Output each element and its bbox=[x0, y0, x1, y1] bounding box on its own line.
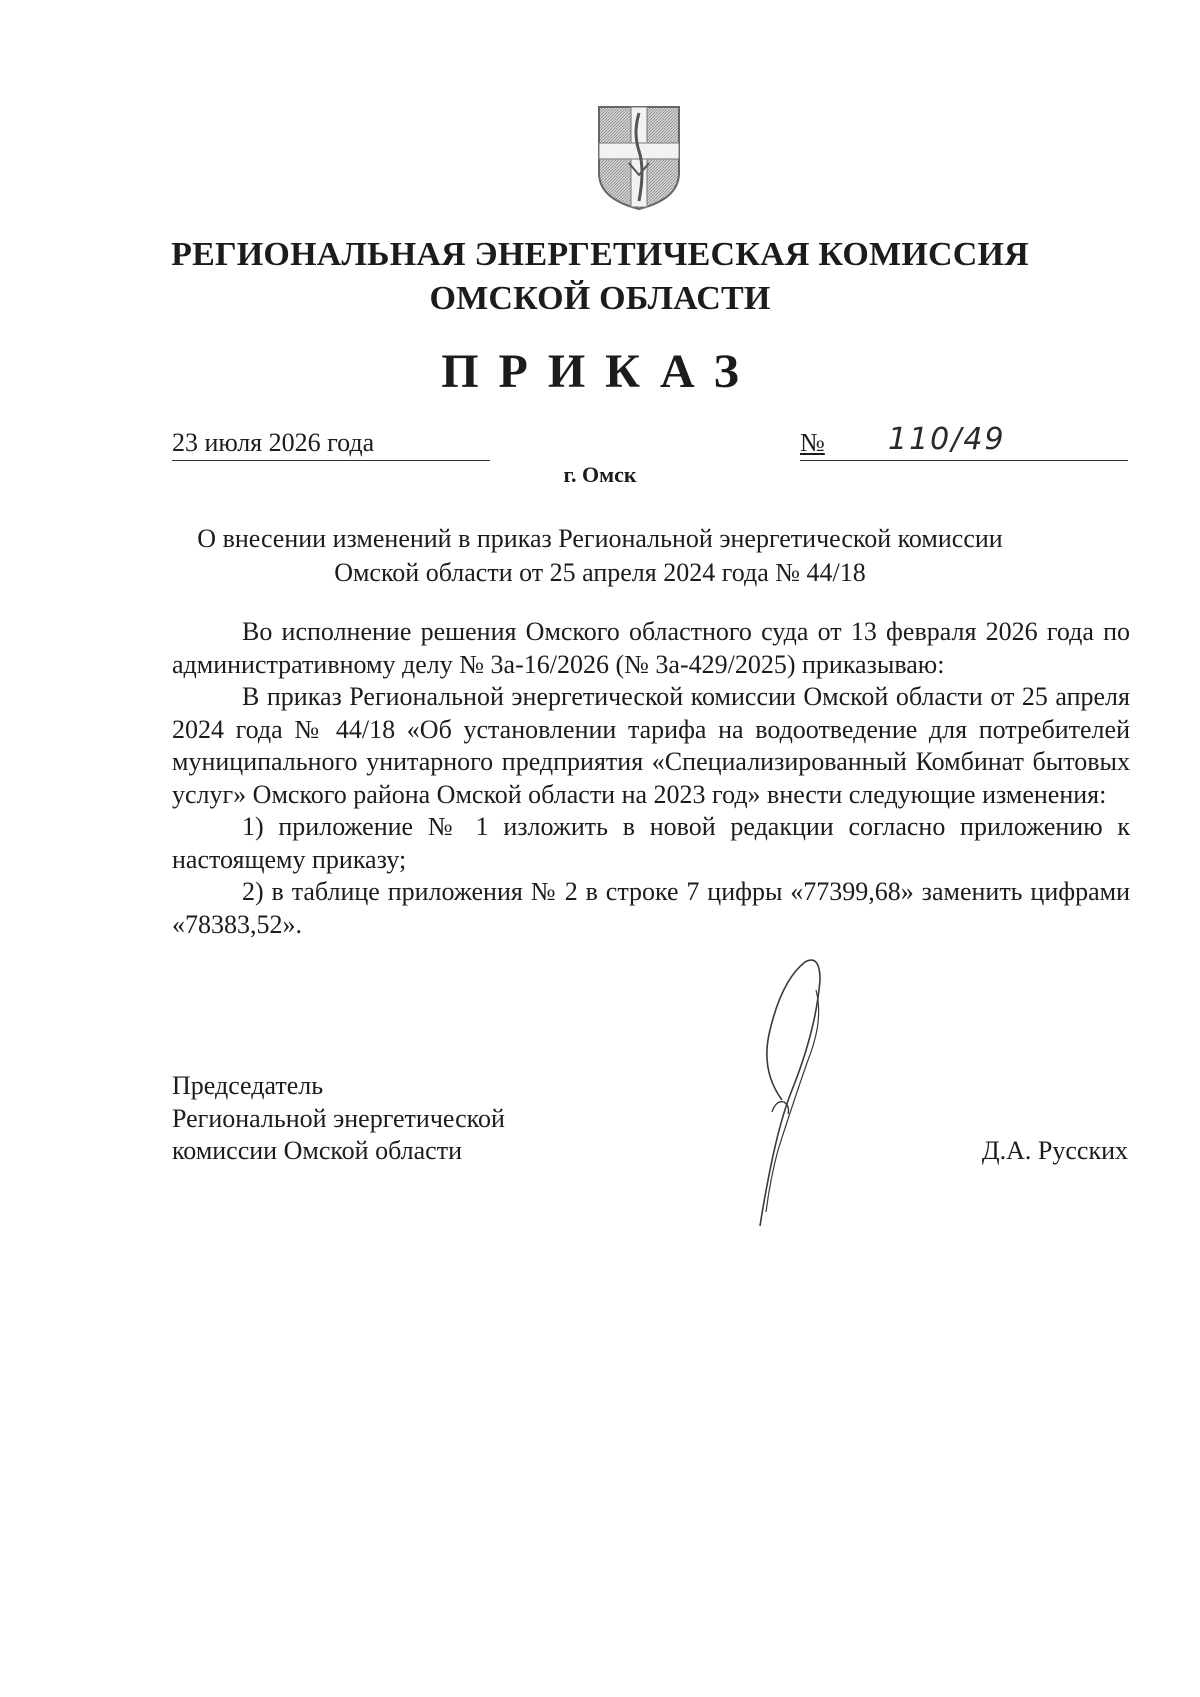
position-line3: комиссии Омской области bbox=[172, 1136, 462, 1165]
position-line2: Региональной энергетической bbox=[172, 1103, 505, 1133]
document-type-title: ПРИКАЗ bbox=[441, 345, 759, 398]
document-number-field bbox=[800, 422, 1128, 461]
document-body bbox=[172, 616, 1130, 941]
position-line1: Председатель bbox=[172, 1071, 324, 1100]
document-number: 110/49 bbox=[888, 422, 1006, 457]
handwritten-signature-icon bbox=[720, 950, 880, 1230]
body-item-2: 2) в таблице приложения № 2 в строке 7 цифры «77399,68» заменить цифрами «78383,52». bbox=[172, 877, 1130, 939]
organization-name-line1: РЕГИОНАЛЬНАЯ ЭНЕРГЕТИЧЕСКАЯ КОМИССИЯ bbox=[171, 236, 1029, 273]
document-date: 23 июля 2026 года bbox=[172, 428, 490, 461]
body-paragraph-2: В приказ Региональной энергетической комиссии Омской области от 25 апреля 2024 года № 44/18 «Об установлении тарифа на водоотведение для потребителей муниципального унитарного предприятия «Специализированный Комбинат бытовых услуг» Омского района Омской области на 2023 год» внести следующие изменения: bbox=[172, 682, 1130, 809]
coat-of-arms-icon bbox=[595, 103, 683, 213]
number-sign: № bbox=[800, 428, 825, 457]
body-paragraph-1: Во исполнение решения Омского областного суда от 13 февраля 2026 года по административному делу № 3а-16/2026 (№ 3а-429/2025) приказываю: bbox=[172, 617, 1130, 679]
subject-line2: Омской области от 25 апреля 2024 года № 44/18 bbox=[334, 558, 866, 587]
city: г. Омск bbox=[563, 462, 637, 487]
signatory-position bbox=[172, 1070, 505, 1168]
subject-line1: О внесении изменений в приказ Региональной энергетической комиссии bbox=[197, 524, 1003, 553]
organization-name-line2: ОМСКОЙ ОБЛАСТИ bbox=[429, 280, 771, 317]
body-item-1: 1) приложение № 1 изложить в новой редакции согласно приложению к настоящему приказу; bbox=[172, 812, 1130, 874]
signatory-name: Д.А. Русских bbox=[981, 1136, 1128, 1165]
document-subject bbox=[0, 522, 1200, 590]
